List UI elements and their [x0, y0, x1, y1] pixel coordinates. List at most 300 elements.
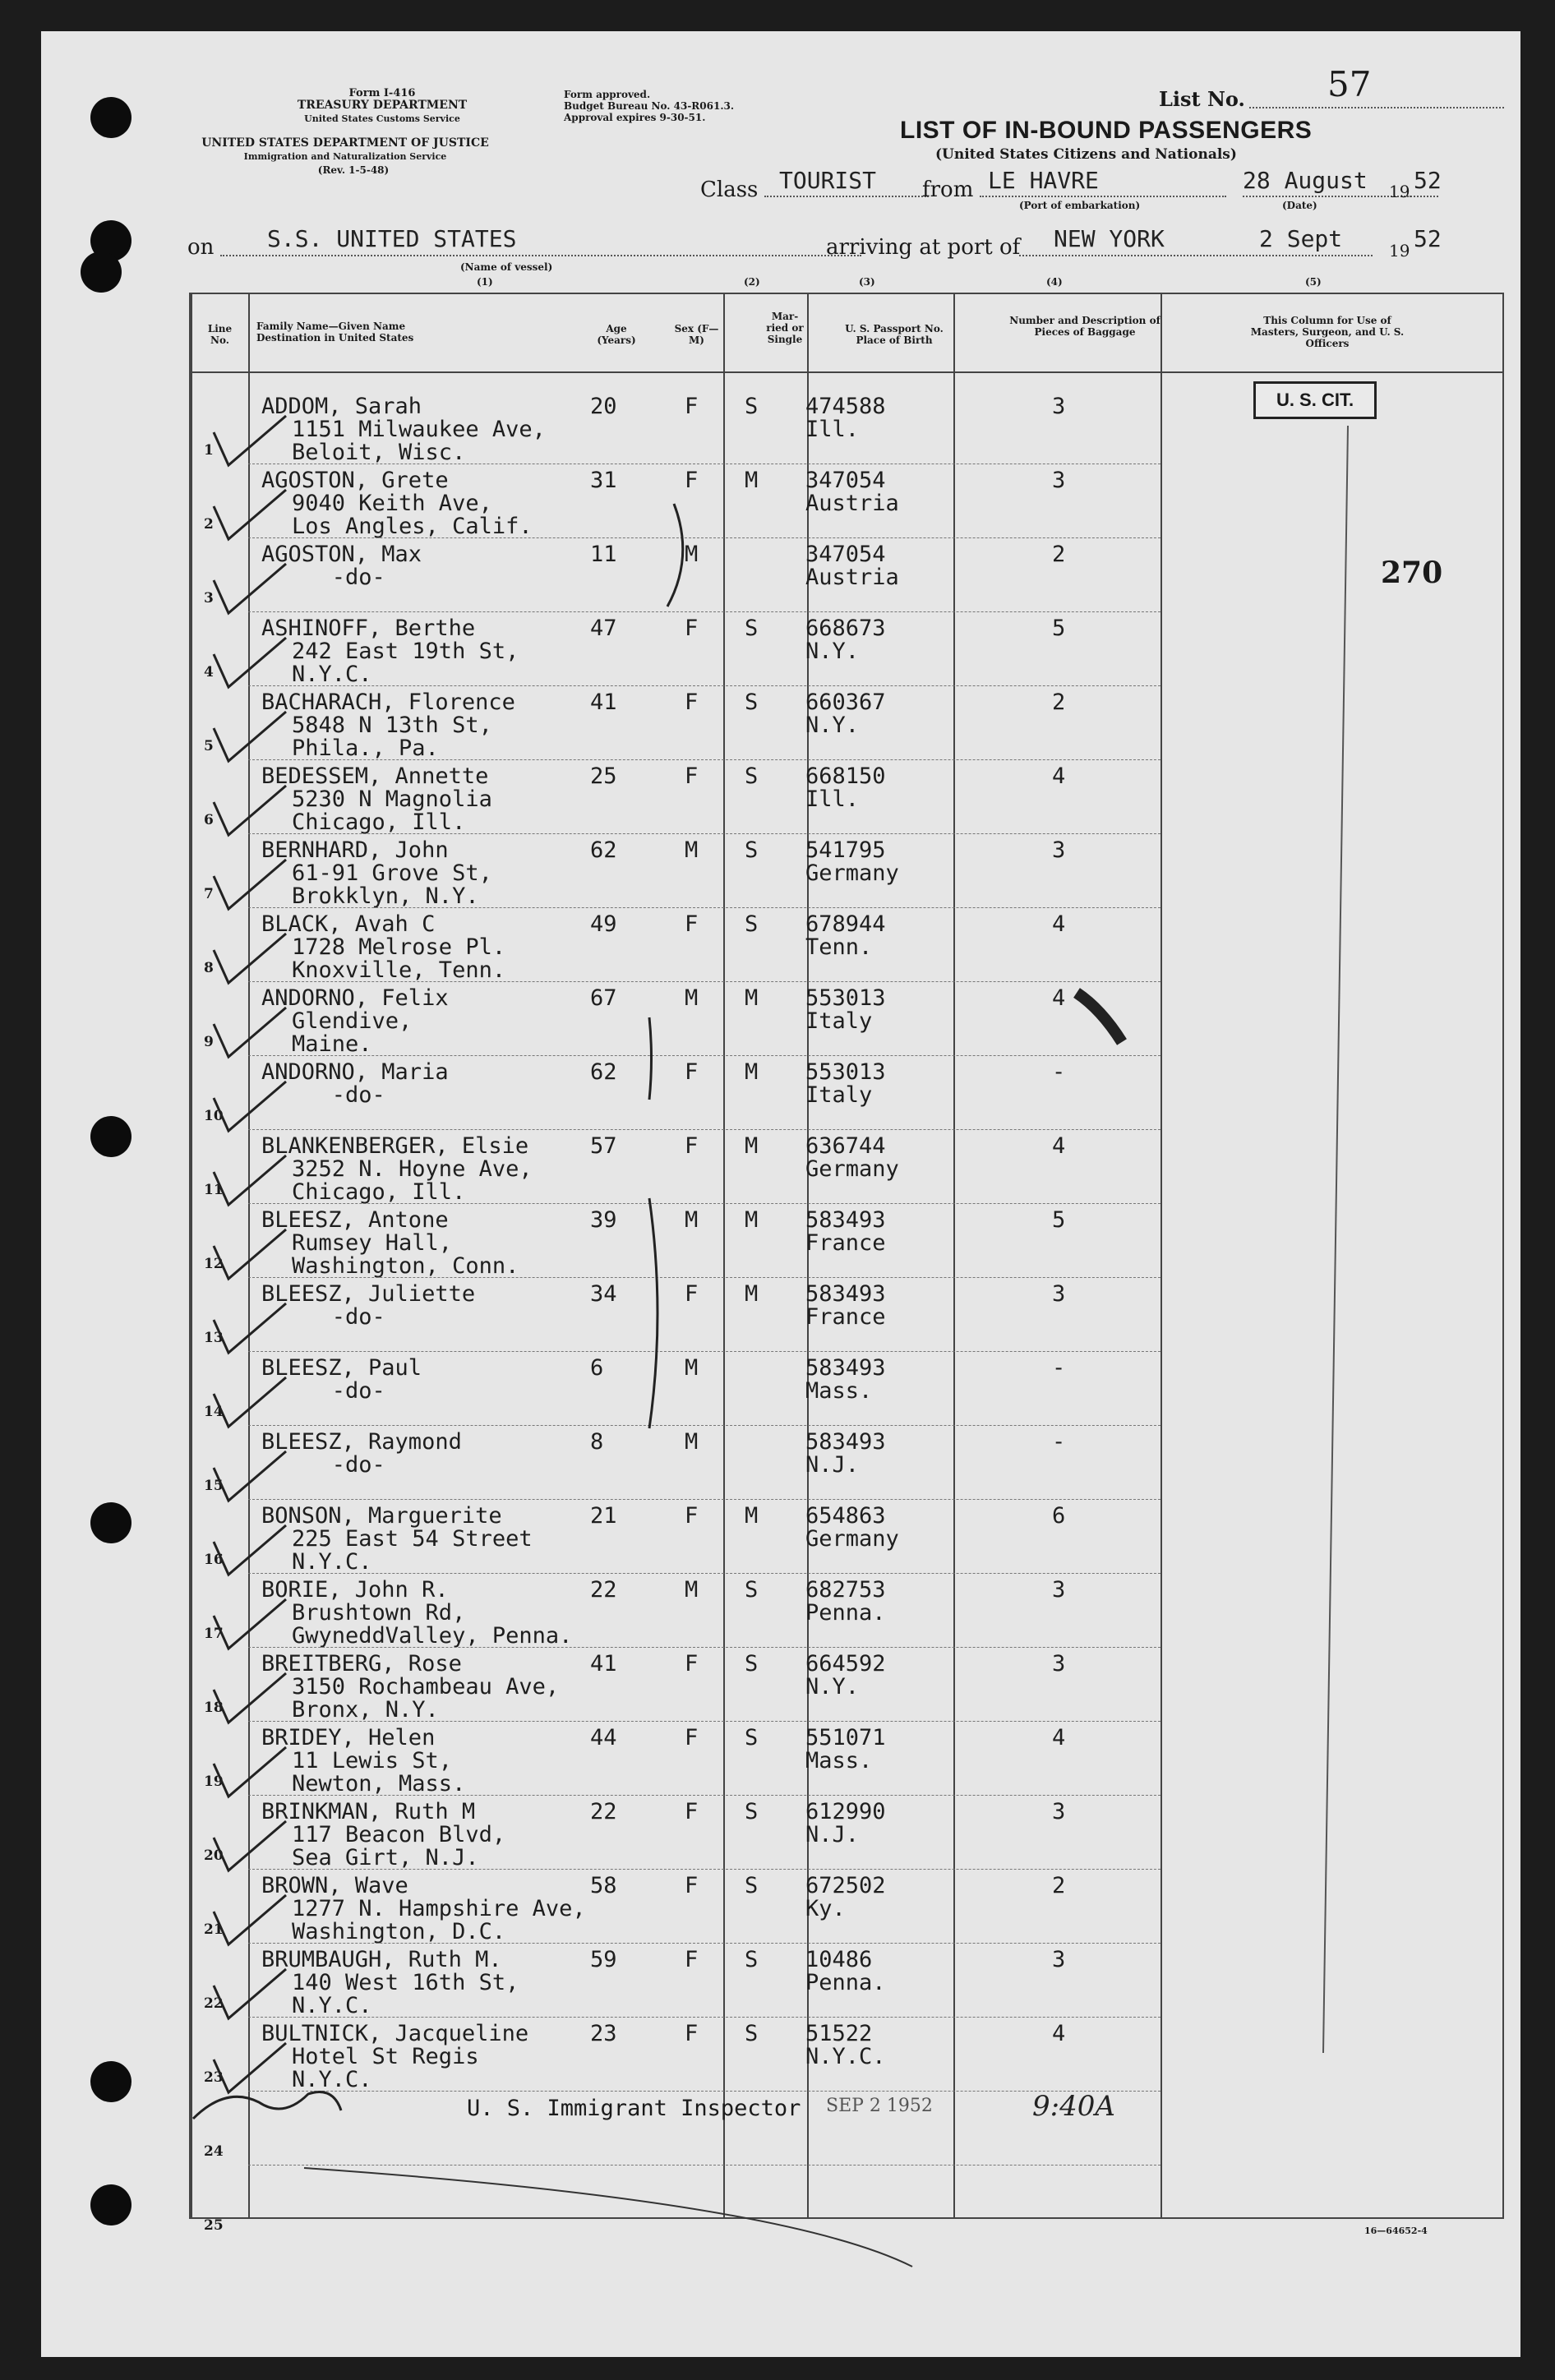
destination-line: Rumsey Hall,	[292, 1230, 453, 1256]
passenger-name: BLANKENBERGER, Elsie	[261, 1133, 529, 1159]
line-number: 14	[204, 1404, 224, 1420]
arrival-year: 52	[1414, 225, 1442, 252]
sex-value: F	[685, 1651, 699, 1677]
line-number: 7	[204, 886, 214, 902]
embark-year: 52	[1414, 167, 1442, 194]
destination-line: Chicago, Ill.	[292, 809, 466, 835]
age-value: 62	[590, 837, 617, 863]
passport-number: 654863	[805, 1503, 886, 1529]
sex-value: F	[685, 1503, 699, 1529]
age-value: 8	[590, 1429, 604, 1455]
check-mark	[214, 1895, 286, 1944]
check-mark	[214, 416, 286, 465]
line-number: 25	[204, 2217, 224, 2234]
age-value: 58	[590, 1873, 617, 1898]
destination-line: Bronx, N.Y.	[292, 1697, 439, 1723]
age-value: 39	[590, 1207, 617, 1233]
year-prefix: 19	[1389, 182, 1410, 201]
check-mark	[214, 1673, 286, 1723]
baggage-count: 3	[1052, 1947, 1066, 1972]
age-value: 67	[590, 985, 617, 1011]
birth-place: France	[805, 1304, 886, 1330]
check-mark	[214, 1155, 286, 1205]
row-divider	[248, 1425, 1160, 1426]
destination-line: 5848 N 13th St,	[292, 713, 492, 738]
list-no-label: List No.	[1159, 87, 1245, 111]
passenger-name: ADDOM, Sarah	[261, 394, 422, 419]
approval-line: Approval expires 9-30-51.	[564, 112, 706, 123]
check-mark	[214, 786, 286, 835]
age-value: 62	[590, 1059, 617, 1085]
sex-value: F	[685, 1947, 699, 1972]
birth-place: Ill.	[805, 786, 860, 812]
destination-line: N.Y.C.	[292, 2067, 372, 2092]
birth-place: France	[805, 1230, 886, 1256]
sex-value: F	[685, 1281, 699, 1307]
birth-place: Austria	[805, 491, 899, 516]
check-mark	[214, 1747, 286, 1797]
destination-line: Beloit, Wisc.	[292, 440, 466, 465]
baggage-count: 2	[1052, 542, 1066, 567]
row-divider	[248, 2165, 1160, 2166]
destination-line: 9040 Keith Ave,	[292, 491, 492, 516]
punch-hole	[81, 251, 122, 293]
customs-service: United States Customs Service	[304, 113, 460, 124]
birth-place: Italy	[805, 1082, 873, 1108]
destination-line: -do-	[292, 1378, 385, 1404]
check-marks	[41, 31, 1520, 2357]
marital-status: S	[745, 1725, 759, 1750]
col-header-line: Line No.	[207, 323, 233, 346]
age-value: 44	[590, 1725, 617, 1750]
baggage-count: 6	[1052, 1503, 1066, 1529]
on-label: on	[187, 235, 215, 260]
sex-value: F	[685, 763, 699, 789]
marital-status: S	[745, 1799, 759, 1824]
arrival-port: NEW YORK	[1054, 225, 1165, 252]
marital-status: M	[745, 1133, 759, 1159]
destination-line: Washington, D.C.	[292, 1919, 506, 1944]
date-caption: (Date)	[1282, 200, 1317, 211]
marital-status: S	[745, 763, 759, 789]
passport-number: 612990	[805, 1799, 886, 1824]
birth-place: Italy	[805, 1008, 873, 1034]
marital-status: S	[745, 911, 759, 937]
line-number: 1	[204, 442, 214, 459]
sex-value: F	[685, 1873, 699, 1898]
destination-line: 3252 N. Hoyne Ave,	[292, 1156, 533, 1182]
baggage-count: 4	[1052, 1725, 1066, 1750]
destination-line: N.Y.C.	[292, 1993, 372, 2018]
baggage-count: 3	[1052, 1281, 1066, 1307]
line-number: 12	[204, 1256, 224, 1272]
page-title: LIST OF IN-BOUND PASSENGERS	[900, 117, 1313, 144]
birth-place: Germany	[805, 860, 899, 886]
passport-number: 551071	[805, 1725, 886, 1750]
year-prefix: 19	[1389, 241, 1410, 261]
birth-place: Tenn.	[805, 934, 873, 960]
baggage-count: 5	[1052, 616, 1066, 641]
destination-line: Brushtown Rd,	[292, 1600, 466, 1626]
baggage-count: 4	[1052, 1133, 1066, 1159]
birth-place: N.Y.	[805, 639, 860, 664]
marital-status: S	[745, 1651, 759, 1677]
destination-line: Sea Girt, N.J.	[292, 1845, 479, 1870]
row-divider	[248, 537, 1160, 538]
passport-number: 668673	[805, 616, 886, 641]
age-value: 59	[590, 1947, 617, 1972]
col-header-married: Mar-ried or Single	[766, 311, 804, 345]
birth-place: N.Y.C.	[805, 2044, 886, 2069]
class-value: TOURIST	[779, 167, 877, 194]
sex-value: F	[685, 1799, 699, 1824]
destination-line: Maine.	[292, 1031, 372, 1057]
stamp-date: SEP 2 1952	[826, 2096, 933, 2116]
justice-department: UNITED STATES DEPARTMENT OF JUSTICE	[201, 136, 489, 150]
destination-line: Brokklyn, N.Y.	[292, 883, 479, 909]
marital-status: S	[745, 1947, 759, 1972]
baggage-count: 4	[1052, 763, 1066, 789]
passport-number: 682753	[805, 1577, 886, 1603]
embark-port-caption: (Port of embarkation)	[1019, 200, 1141, 211]
baggage-count: 2	[1052, 1873, 1066, 1898]
punch-hole	[90, 2184, 132, 2225]
check-mark	[214, 490, 286, 539]
destination-line: Washington, Conn.	[292, 1253, 519, 1279]
birth-place: Penna.	[805, 1970, 886, 1995]
destination-line: Hotel St Regis	[292, 2044, 479, 2069]
row-divider	[248, 1351, 1160, 1352]
sex-value: F	[685, 616, 699, 641]
sex-value: M	[685, 1429, 699, 1455]
passenger-name: ASHINOFF, Berthe	[261, 616, 476, 641]
row-divider	[248, 1795, 1160, 1796]
birth-place: Mass.	[805, 1748, 873, 1773]
passport-number: 660367	[805, 690, 886, 715]
marital-status: S	[745, 1577, 759, 1603]
line-number: 9	[204, 1034, 214, 1050]
birth-place: N.Y.	[805, 1674, 860, 1700]
passport-number: 583493	[805, 1429, 886, 1455]
birth-place: N.J.	[805, 1822, 860, 1847]
manifest-page	[41, 31, 1520, 2357]
arrival-date: 2 Sept	[1259, 225, 1343, 252]
row-divider	[248, 1499, 1160, 1500]
col-header-officers: This Column for Use of Masters, Surgeon, and U. S. Officers	[1250, 315, 1405, 349]
col-num: (3)	[859, 276, 875, 288]
passport-number: 664592	[805, 1651, 886, 1677]
line-number: 20	[204, 1847, 224, 1864]
passenger-name: ANDORNO, Maria	[261, 1059, 449, 1085]
age-value: 34	[590, 1281, 617, 1307]
check-mark	[214, 1821, 286, 1870]
baggage-count: 3	[1052, 394, 1066, 419]
passenger-name: BLEESZ, Juliette	[261, 1281, 476, 1307]
passport-number: 347054	[805, 468, 886, 493]
passenger-name: BROWN, Wave	[261, 1873, 408, 1898]
destination-line: Knoxville, Tenn.	[292, 957, 506, 983]
row-divider	[248, 981, 1160, 982]
age-value: 22	[590, 1577, 617, 1603]
sex-value: F	[685, 1059, 699, 1085]
passenger-name: BERNHARD, John	[261, 837, 449, 863]
vessel-caption: (Name of vessel)	[460, 261, 553, 273]
row-divider	[248, 1573, 1160, 1574]
marital-status: S	[745, 394, 759, 419]
footer-code: 16—64652-4	[1364, 2225, 1428, 2236]
destination-line: 1151 Milwaukee Ave,	[292, 417, 546, 442]
passport-number: 678944	[805, 911, 886, 937]
row-divider	[248, 1943, 1160, 1944]
sex-value: F	[685, 1133, 699, 1159]
check-mark	[214, 564, 286, 613]
arriving-label: arriving at port of	[826, 235, 1021, 260]
passenger-name: BONSON, Marguerite	[261, 1503, 502, 1529]
passport-number: 347054	[805, 542, 886, 567]
sex-value: F	[685, 468, 699, 493]
passport-number: 583493	[805, 1355, 886, 1381]
manifest-annotation: 270	[1381, 556, 1443, 590]
col-num: (2)	[744, 276, 760, 288]
row-divider	[248, 1721, 1160, 1722]
line-number: 10	[204, 1108, 224, 1124]
destination-line: N.Y.C.	[292, 1549, 372, 1575]
col-num: (1)	[477, 276, 493, 288]
destination-line: 117 Beacon Blvd,	[292, 1822, 506, 1847]
sex-value: F	[685, 690, 699, 715]
row-divider	[248, 2091, 1160, 2092]
passport-number: 553013	[805, 1059, 886, 1085]
line-number: 17	[204, 1626, 224, 1642]
line-number: 16	[204, 1552, 224, 1568]
sex-value: F	[685, 911, 699, 937]
birth-place: N.Y.	[805, 713, 860, 738]
age-value: 11	[590, 542, 617, 567]
birth-place: Penna.	[805, 1600, 886, 1626]
marital-status: S	[745, 2021, 759, 2046]
destination-line: 5230 N Magnolia	[292, 786, 492, 812]
passenger-name: ANDORNO, Felix	[261, 985, 449, 1011]
passenger-name: BRUMBAUGH, Ruth M.	[261, 1947, 502, 1972]
treasury-department: TREASURY DEPARTMENT	[297, 99, 468, 112]
destination-line: -do-	[292, 1082, 385, 1108]
ins-service: Immigration and Naturalization Service	[243, 151, 447, 162]
check-mark	[214, 638, 286, 687]
row-divider	[248, 685, 1160, 686]
sex-value: M	[685, 837, 699, 863]
passport-number: 672502	[805, 1873, 886, 1898]
line-number: 11	[204, 1182, 224, 1198]
marital-status: M	[745, 985, 759, 1011]
age-value: 20	[590, 394, 617, 419]
marital-status: M	[745, 1059, 759, 1085]
line-number: 15	[204, 1478, 224, 1494]
age-value: 47	[590, 616, 617, 641]
destination-line: Glendive,	[292, 1008, 413, 1034]
check-mark	[214, 1377, 286, 1427]
col-header-name: Family Name—Given Name Destination in United States	[256, 321, 414, 344]
page-subtitle: (United States Citizens and Nationals)	[935, 146, 1237, 163]
passport-number: 583493	[805, 1207, 886, 1233]
row-divider	[248, 1869, 1160, 1870]
punch-hole	[90, 1502, 132, 1543]
baggage-count: -	[1052, 1059, 1066, 1085]
birth-place: Ky.	[805, 1896, 846, 1921]
destination-line: Los Angles, Calif.	[292, 514, 533, 539]
passenger-name: AGOSTON, Max	[261, 542, 422, 567]
row-divider	[248, 1277, 1160, 1278]
destination-line: N.Y.C.	[292, 662, 372, 687]
line-number: 24	[204, 2143, 224, 2160]
embark-port: LE HAVRE	[988, 167, 1099, 194]
destination-line: 1728 Melrose Pl.	[292, 934, 506, 960]
marital-status: S	[745, 837, 759, 863]
birth-place: Mass.	[805, 1378, 873, 1404]
row-divider	[248, 1055, 1160, 1056]
check-mark	[214, 712, 286, 761]
sex-value: F	[685, 1725, 699, 1750]
age-value: 6	[590, 1355, 604, 1381]
punch-hole	[90, 97, 132, 138]
check-mark	[214, 934, 286, 983]
approval-line: Budget Bureau No. 43-R061.3.	[564, 100, 735, 112]
passenger-name: AGOSTON, Grete	[261, 468, 449, 493]
baggage-count: -	[1052, 1355, 1066, 1381]
baggage-count: 5	[1052, 1207, 1066, 1233]
check-mark	[214, 1599, 286, 1649]
check-mark	[214, 1525, 286, 1575]
destination-line: 140 West 16th St,	[292, 1970, 519, 1995]
destination-line: GwyneddValley, Penna.	[292, 1623, 573, 1649]
line-number: 22	[204, 1995, 224, 2012]
passenger-name: BLEESZ, Paul	[261, 1355, 422, 1381]
col-header-passport: U. S. Passport No. Place of Birth	[845, 323, 944, 346]
passport-number: 10486	[805, 1947, 873, 1972]
baggage-count: 3	[1052, 1651, 1066, 1677]
age-value: 23	[590, 2021, 617, 2046]
marital-status: M	[745, 1281, 759, 1307]
destination-line: -do-	[292, 565, 385, 590]
passenger-name: BACHARACH, Florence	[261, 690, 515, 715]
baggage-count: 4	[1052, 2021, 1066, 2046]
destination-line: 242 East 19th St,	[292, 639, 519, 664]
sex-value: M	[685, 985, 699, 1011]
destination-line: 61-91 Grove St,	[292, 860, 492, 886]
marital-status: S	[745, 690, 759, 715]
age-value: 41	[590, 690, 617, 715]
sex-value: F	[685, 2021, 699, 2046]
passenger-name: BEDESSEM, Annette	[261, 763, 489, 789]
line-number: 8	[204, 960, 214, 976]
vessel-name: S.S. UNITED STATES	[267, 225, 517, 252]
destination-line: 1277 N. Hampshire Ave,	[292, 1896, 586, 1921]
row-divider	[248, 907, 1160, 908]
row-divider	[248, 833, 1160, 834]
baggage-count: 3	[1052, 837, 1066, 863]
citizen-stamp: U. S. CIT.	[1253, 381, 1377, 419]
baggage-count: -	[1052, 1429, 1066, 1455]
embark-date: 28 August	[1243, 167, 1368, 194]
passenger-name: BORIE, John R.	[261, 1577, 449, 1603]
birth-place: Germany	[805, 1526, 899, 1552]
marital-status: M	[745, 1207, 759, 1233]
marital-status: S	[745, 1873, 759, 1898]
line-number: 6	[204, 812, 214, 828]
check-mark	[214, 1229, 286, 1279]
list-number: 57	[1327, 64, 1372, 104]
destination-line: 225 East 54 Street	[292, 1526, 533, 1552]
birth-place: Germany	[805, 1156, 899, 1182]
age-value: 49	[590, 911, 617, 937]
line-number: 3	[204, 590, 214, 607]
destination-line: Chicago, Ill.	[292, 1179, 466, 1205]
line-number: 13	[204, 1330, 224, 1346]
row-divider	[248, 611, 1160, 612]
age-value: 21	[590, 1503, 617, 1529]
destination-line: -do-	[292, 1452, 385, 1478]
age-value: 57	[590, 1133, 617, 1159]
passenger-name: BLACK, Avah C	[261, 911, 436, 937]
destination-line: 11 Lewis St,	[292, 1748, 453, 1773]
age-value: 25	[590, 763, 617, 789]
col-num: (4)	[1046, 276, 1063, 288]
birth-place: Ill.	[805, 417, 860, 442]
passenger-name: BULTNICK, Jacqueline	[261, 2021, 529, 2046]
col-header-age: Age (Years)	[597, 323, 636, 346]
check-mark	[214, 1969, 286, 2018]
line-number: 18	[204, 1700, 224, 1716]
baggage-count: 3	[1052, 468, 1066, 493]
passport-number: 636744	[805, 1133, 886, 1159]
check-mark	[214, 2043, 286, 2092]
baggage-count: 4	[1052, 985, 1066, 1011]
marital-status: M	[745, 1503, 759, 1529]
check-mark	[214, 1303, 286, 1353]
passport-number: 668150	[805, 763, 886, 789]
line-number: 23	[204, 2069, 224, 2086]
check-mark	[214, 1451, 286, 1501]
birth-place: N.J.	[805, 1452, 860, 1478]
baggage-count: 4	[1052, 911, 1066, 937]
row-divider	[248, 759, 1160, 760]
approval-line: Form approved.	[564, 89, 651, 100]
class-label: Class	[700, 178, 759, 202]
line-number: 4	[204, 664, 214, 680]
row-divider	[248, 1647, 1160, 1648]
age-value: 22	[590, 1799, 617, 1824]
line-number: 19	[204, 1773, 224, 1790]
passenger-name: BRINKMAN, Ruth M	[261, 1799, 476, 1824]
age-value: 31	[590, 468, 617, 493]
passport-number: 553013	[805, 985, 886, 1011]
handwritten-time: 9:40A	[1032, 2090, 1115, 2123]
passport-number: 583493	[805, 1281, 886, 1307]
sex-value: M	[685, 1577, 699, 1603]
baggage-count: 2	[1052, 690, 1066, 715]
row-divider	[248, 2017, 1160, 2018]
destination-line: Phila., Pa.	[292, 736, 439, 761]
destination-line: Newton, Mass.	[292, 1771, 466, 1797]
sex-value: M	[685, 1355, 699, 1381]
destination-line: -do-	[292, 1304, 385, 1330]
passenger-name: BRIDEY, Helen	[261, 1725, 436, 1750]
check-mark	[214, 860, 286, 909]
row-divider	[248, 1203, 1160, 1204]
passport-number: 51522	[805, 2021, 873, 2046]
check-mark	[214, 1008, 286, 1057]
passenger-name: BREITBERG, Rose	[261, 1651, 462, 1677]
punch-hole	[90, 2061, 132, 2102]
